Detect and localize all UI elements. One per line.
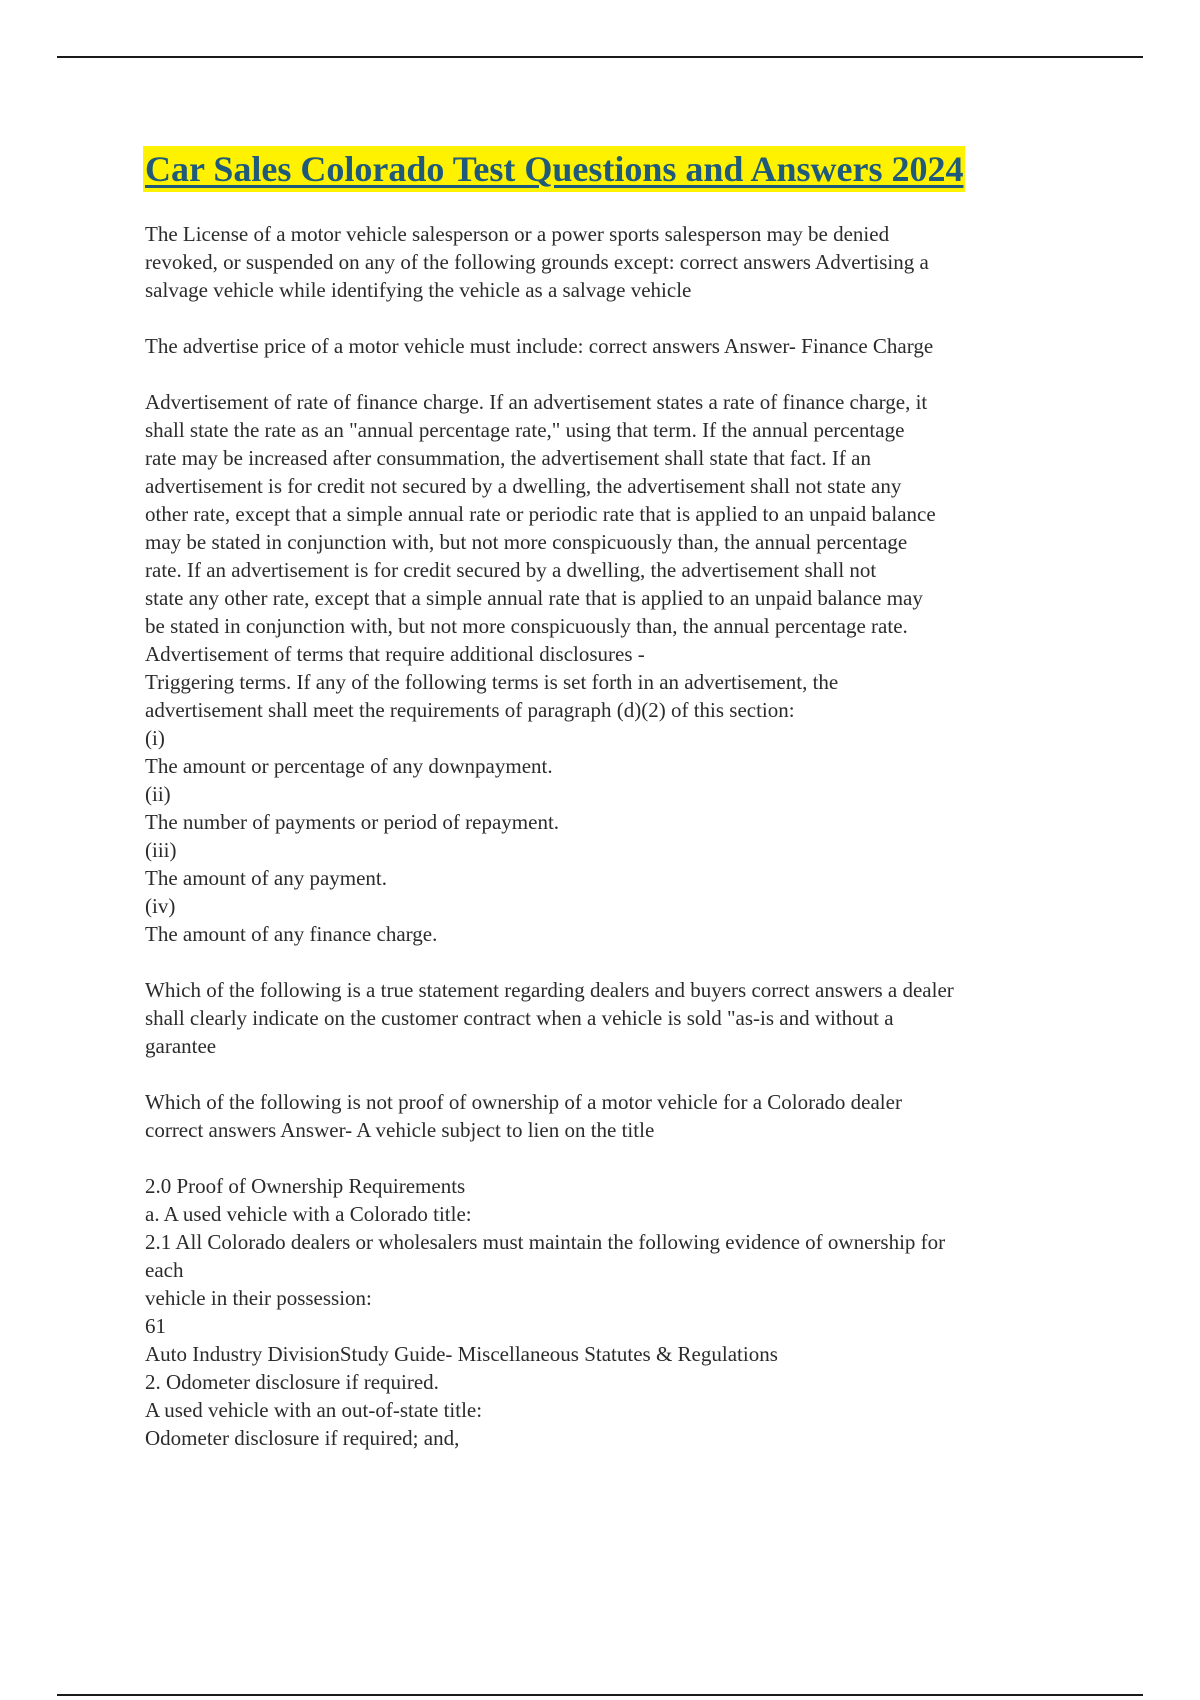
text-line: advertisement is for credit not secured by a dwelling, the advertisement shall not state any — [145, 474, 902, 498]
list-marker: (ii) — [145, 782, 171, 806]
text-line: shall state the rate as an "annual percentage rate," using that term. If the annual percentage — [145, 418, 905, 442]
text-line: 2.1 All Colorado dealers or wholesalers must maintain the following evidence of ownership for — [145, 1230, 946, 1254]
text-line: The advertise price of a motor vehicle must include: correct answers Answer- Finance Charge — [145, 334, 934, 358]
top-rule — [57, 56, 1143, 58]
text-line: each — [145, 1258, 184, 1282]
list-marker: (iv) — [145, 894, 176, 918]
paragraph-dealers-buyers — [145, 976, 1085, 1060]
text-line: vehicle in their possession: — [145, 1286, 372, 1310]
text-line: A used vehicle with an out-of-state title: — [145, 1398, 483, 1422]
text-line: advertisement shall meet the requirements of paragraph (d)(2) of this section: — [145, 698, 795, 722]
text-line: Odometer disclosure if required; and, — [145, 1426, 460, 1450]
text-line: Advertisement of rate of finance charge. If an advertisement states a rate of finance charge, it — [145, 390, 928, 414]
paragraph-finance-charge — [145, 388, 1085, 948]
text-line: 2. Odometer disclosure if required. — [145, 1370, 439, 1394]
paragraph-proof-of-ownership-question — [145, 1088, 1085, 1144]
list-item: The amount or percentage of any downpayment. — [145, 754, 553, 778]
bottom-rule — [57, 1694, 1143, 1696]
paragraph-ownership-requirements — [145, 1172, 1085, 1452]
text-line: revoked, or suspended on any of the following grounds except: correct answers Advertising a — [145, 250, 929, 274]
text-line: Triggering terms. If any of the following terms is set forth in an advertisement, the — [145, 670, 839, 694]
text-line: rate. If an advertisement is for credit secured by a dwelling, the advertisement shall not — [145, 558, 877, 582]
text-line: The License of a motor vehicle salesperson or a power sports salesperson may be denied — [145, 222, 890, 246]
text-line: salvage vehicle while identifying the vehicle as a salvage vehicle — [145, 278, 692, 302]
text-line: shall clearly indicate on the customer contract when a vehicle is sold "as-is and without a — [145, 1006, 894, 1030]
list-marker: (iii) — [145, 838, 177, 862]
page-number-text: 61 — [145, 1314, 166, 1338]
text-line: be stated in conjunction with, but not more conspicuously than, the annual percentage rate. — [145, 614, 908, 638]
text-line: may be stated in conjunction with, but not more conspicuously than, the annual percentage — [145, 530, 908, 554]
text-line: Auto Industry DivisionStudy Guide- Miscellaneous Statutes & Regulations — [145, 1342, 778, 1366]
text-line: correct answers Answer- A vehicle subject to lien on the title — [145, 1118, 655, 1142]
text-line: rate may be increased after consummation, the advertisement shall state that fact. If an — [145, 446, 871, 470]
text-line: Which of the following is not proof of ownership of a motor vehicle for a Colorado dealer — [145, 1090, 902, 1114]
list-marker: (i) — [145, 726, 165, 750]
document-body — [145, 220, 1085, 1452]
page-title: Car Sales Colorado Test Questions and Answers 2024 — [145, 149, 964, 189]
text-line: Advertisement of terms that require additional disclosures - — [145, 642, 645, 666]
list-item: The amount of any finance charge. — [145, 922, 438, 946]
text-line: other rate, except that a simple annual rate or periodic rate that is applied to an unpaid balance — [145, 502, 936, 526]
title-highlight — [143, 146, 965, 192]
list-item: The amount of any payment. — [145, 866, 388, 890]
text-line: 2.0 Proof of Ownership Requirements — [145, 1174, 466, 1198]
text-line: state any other rate, except that a simple annual rate that is applied to an unpaid balance may — [145, 586, 923, 610]
list-item: The number of payments or period of repayment. — [145, 810, 560, 834]
text-line: a. A used vehicle with a Colorado title: — [145, 1202, 472, 1226]
paragraph-advertise-price — [145, 332, 1085, 360]
paragraph-license-grounds — [145, 220, 1085, 304]
text-line: Which of the following is a true statement regarding dealers and buyers correct answers a dealer — [145, 978, 954, 1002]
document-page — [145, 146, 1085, 1480]
text-line: garantee — [145, 1034, 217, 1058]
